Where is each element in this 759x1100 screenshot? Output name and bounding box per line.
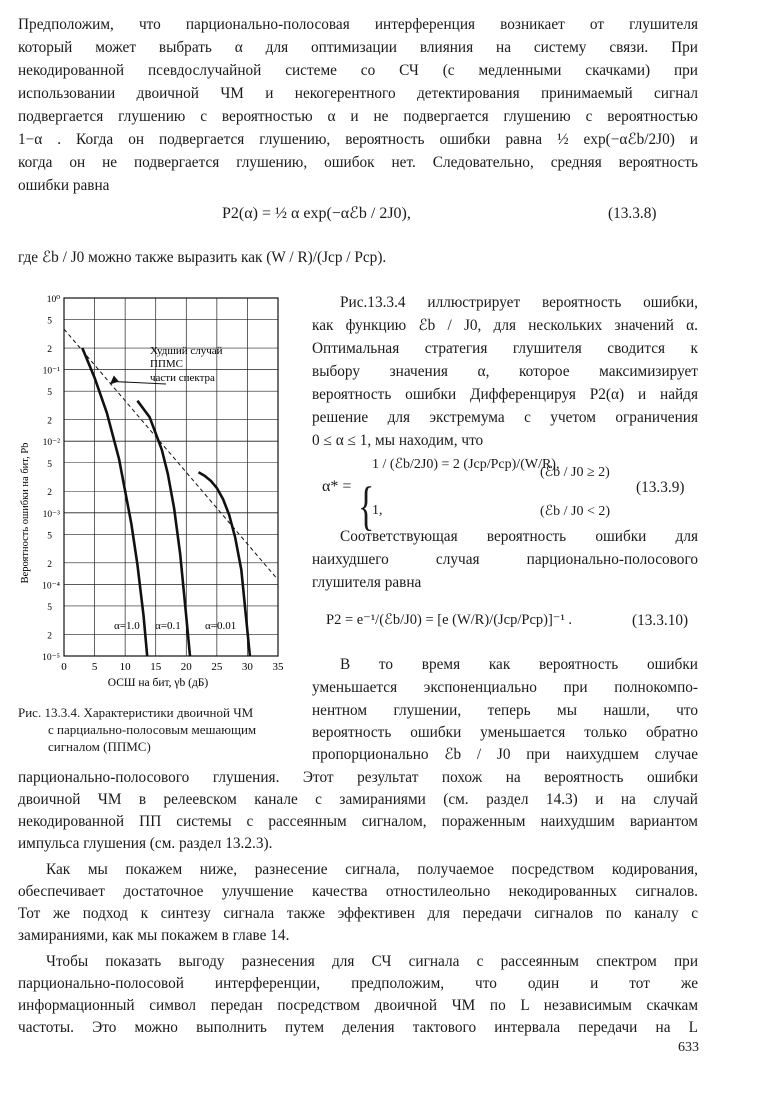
- arrow-head: [110, 375, 119, 384]
- text-line: двоичной ЧМ в релеевском канале с замираниями (см. раздел 14.3) и на случай: [18, 791, 698, 808]
- equation-number: (13.3.10): [632, 612, 689, 629]
- y-tick-label: 2: [47, 559, 52, 570]
- text-line: глушителя равна: [312, 574, 422, 591]
- text-line: подвергается глушению с вероятностью α и не подвергается глушению с вероятностью: [18, 108, 698, 125]
- x-tick-label: 0: [61, 661, 67, 673]
- text-line: вероятность ошибки Дифференцируя P2(α) и найдя: [312, 386, 698, 403]
- text-line: Соответствующая вероятность ошибки для: [340, 528, 698, 545]
- series-line-1: [137, 401, 190, 656]
- y-tick-label: 2: [47, 631, 52, 642]
- y-tick-label: 10⁻⁵: [42, 653, 60, 663]
- equation-13-3-8: P2(α) = ½ α exp(−αℰb / 2J0),: [222, 205, 411, 222]
- annotation-line-3: части спектра: [150, 372, 215, 384]
- x-tick-label: 20: [180, 661, 192, 673]
- y-tick-label: 2: [47, 488, 52, 499]
- text-line: использовании двоичной ЧМ и некогерентного детектирования принимаемый сигнал: [18, 85, 698, 102]
- text-line: выбору значения α, которое максимизирует: [312, 363, 698, 380]
- text-line: нентном глушении, теперь мы нашли, что: [312, 702, 698, 719]
- x-tick-label: 35: [272, 661, 284, 673]
- equation-number: (13.3.9): [636, 479, 685, 496]
- text-line: который может выбрать α для оптимизации влияния на систему связи. При: [18, 39, 698, 56]
- text-line: обеспечивает достаточное улучшение качества отностилеольно некодированных сигналов.: [18, 883, 698, 900]
- page-number: 633: [678, 1040, 699, 1055]
- x-axis-label: ОСШ на бит, γb (дБ): [107, 677, 209, 689]
- x-tick-label: 5: [91, 661, 98, 673]
- text-line: парционально-полосового глушения. Этот результат похож на вероятность ошибки: [18, 769, 698, 786]
- eq-case-1: 1 / (ℰb/2J0) = 2 (Jср/Pср)/(W/R),: [372, 457, 560, 472]
- annotation-line-1: Худший случай: [150, 345, 223, 357]
- x-tick-label: 10: [119, 661, 131, 673]
- eq-condition-2: (ℰb / J0 < 2): [540, 504, 611, 519]
- caption-line: с парциально-полосовым мешающим: [48, 722, 257, 737]
- text-line: 0 ≤ α ≤ 1, мы находим, что: [312, 432, 484, 449]
- text-line: как функцию ℰb / J0, для нескольких значений α.: [312, 317, 698, 334]
- y-tick-label: 2: [47, 345, 52, 356]
- brace: {: [358, 477, 375, 537]
- curve-label-alpha-1: α=1.0: [114, 620, 140, 632]
- curve-label-alpha-01: α=0.1: [155, 620, 181, 632]
- text-line: замираниями, как мы покажем в главе 14.: [18, 927, 290, 944]
- text-line: Рис.13.3.4 иллюстрирует вероятность ошибки,: [340, 294, 698, 311]
- text-line: вероятность ошибки уменьшается только обратно: [312, 724, 698, 741]
- text-line: наихудшего случая парционально-полосового: [312, 551, 698, 568]
- text-line: некодированной ПП системы с рассеянным сигналом, пораженным наихудшим вариантом: [18, 813, 698, 830]
- eq-case-2: 1,: [372, 503, 383, 518]
- error-probability-chart: [18, 288, 303, 700]
- y-tick-label: 10⁻³: [42, 509, 60, 520]
- text-line: уменьшается экспоненциально при полнокомпо-: [312, 679, 698, 696]
- y-axis-label: Вероятность ошибки на бит, Pb: [20, 442, 31, 584]
- y-tick-label: 2: [47, 416, 52, 427]
- equation-number: (13.3.8): [608, 205, 657, 222]
- text-line: парционально-полосовой интерференции, предположим, что один и тот же: [18, 975, 698, 992]
- annotation-line-2: ППМС: [150, 358, 184, 370]
- caption-line: Рис. 13.3.4. Характеристики двоичной ЧМ: [18, 705, 254, 720]
- y-tick-label: 10⁻⁴: [42, 581, 60, 592]
- eq-lhs: α* =: [322, 478, 352, 495]
- y-tick-label: 10⁻²: [42, 438, 60, 449]
- text-line: информационный символ передан посредством двоичной ЧМ по L независимым скачкам: [18, 997, 698, 1014]
- y-tick-label: 10⁻¹: [42, 366, 60, 377]
- y-tick-label: 10⁰: [46, 295, 60, 305]
- x-tick-label: 15: [150, 661, 162, 673]
- x-tick-label: 25: [211, 661, 223, 673]
- series-line-0: [82, 348, 147, 656]
- text-line: Оптимальная стратегия глушителя сводится к: [312, 340, 698, 357]
- equation-13-3-10: P2 = e⁻¹/(ℰb/J0) = [e (W/R)/(Jср/Pср)]⁻¹ .: [326, 612, 573, 628]
- text-line: Тот же подход к синтезу сигнала также эффективен для передачи сигналов по каналу с: [18, 905, 698, 922]
- eq-condition-1: (ℰb / J0 ≥ 2): [540, 465, 610, 480]
- text-line: 1−α . Когда он подвергается глушению, вероятность ошибки равна ½ exp(−αℰb/2J0) и: [18, 131, 698, 148]
- text-line: некодированной псевдослучайной системе со СЧ (с медленными скачками) при: [18, 62, 698, 79]
- text-line: решение для экстремума с учетом ограничения: [312, 409, 698, 426]
- text-line: частоты. Это можно выполнить путем деления тактового интервала передачи на L: [18, 1019, 698, 1036]
- text-line: Предположим, что парционально-полосовая интерференция возникает от глушителя: [18, 16, 698, 33]
- y-tick-label: 5: [47, 459, 52, 470]
- x-tick-label: 30: [241, 661, 253, 673]
- text-line: Как мы покажем ниже, разнесение сигнала, получаемое посредством кодирования,: [46, 861, 698, 878]
- text-line: В то время как вероятность ошибки: [340, 656, 698, 673]
- text-line: Чтобы показать выгоду разнесения для СЧ сигнала с рассеянным спектром при: [46, 953, 698, 970]
- where-line: где ℰb / J0 можно также выразить как (W / R)/(Jср / Pср).: [18, 249, 387, 266]
- text-line: ошибки равна: [18, 177, 110, 194]
- text-line: когда он не подвергается глушению, ошибок нет. Следовательно, средняя вероятность: [18, 154, 698, 171]
- curve-label-alpha-001: α=0.01: [205, 620, 237, 632]
- text-line: пропорционально ℰb / J0 при наихудшем случае: [312, 746, 698, 763]
- y-tick-label: 5: [47, 602, 52, 613]
- text-line: импульса глушения (см. раздел 13.2.3).: [18, 835, 273, 852]
- y-tick-label: 5: [47, 388, 52, 399]
- caption-line: сигналом (ППМС): [48, 739, 151, 754]
- y-tick-label: 5: [47, 316, 52, 327]
- y-tick-label: 5: [47, 531, 52, 542]
